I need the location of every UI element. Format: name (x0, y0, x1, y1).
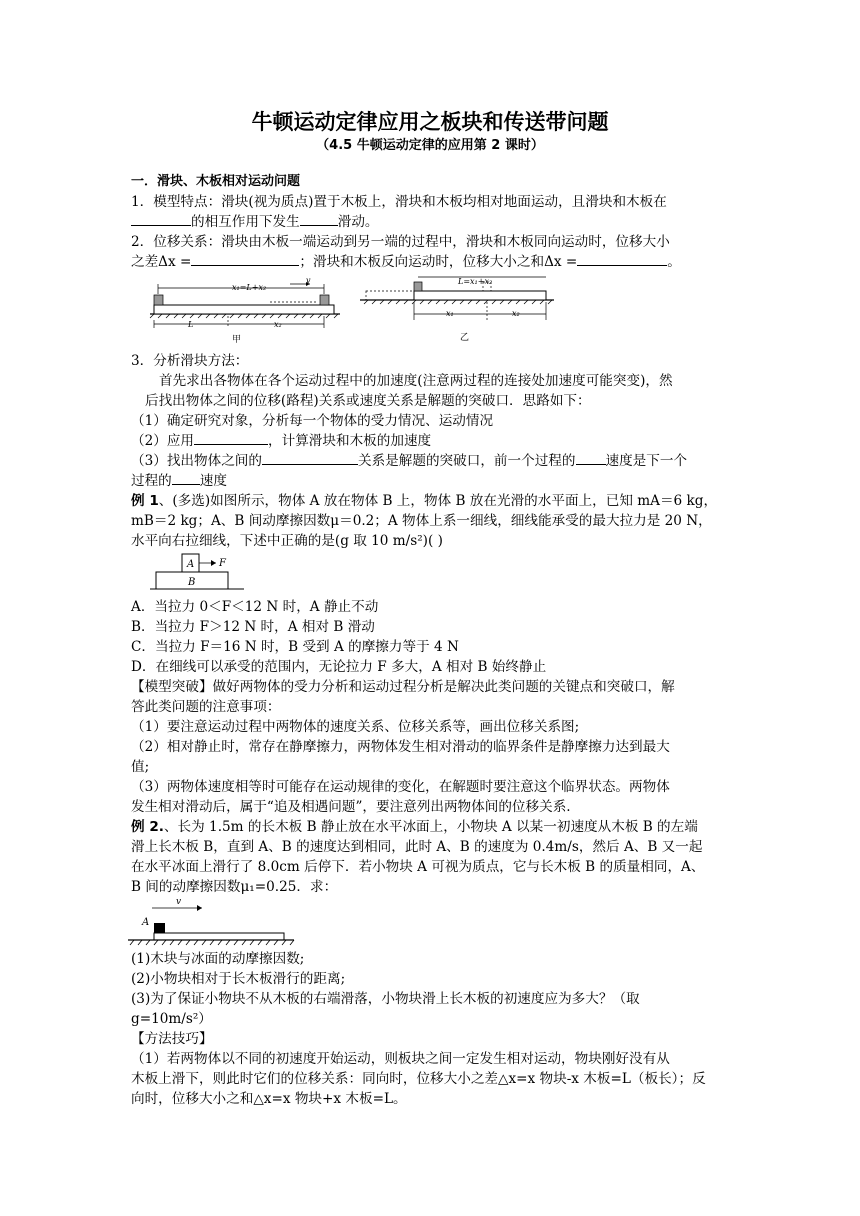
block-label-A: A (142, 917, 150, 928)
text-span: ，计算滑块和木板的加速度 (268, 433, 432, 449)
text-span: 之差Δx = (131, 254, 192, 270)
label-v-jia: v (306, 276, 311, 285)
paragraph-displacement-1: 2．位移关系：滑块由木板一端运动到另一端的过程中，滑块和木板同向运动时，位移大小 (131, 234, 670, 250)
label-x2-yi: x₂ (512, 309, 520, 318)
fill-blank (300, 212, 338, 226)
model-break-note-1: （1）要注意运动过程中两物体的速度关系、位移关系等，画出位移关系图; (131, 719, 580, 735)
section-heading-1: 一．滑块、木板相对运动问题 (131, 174, 301, 189)
text-span: 速度 (199, 473, 227, 489)
section3-step-3-cont (131, 471, 731, 491)
small-block (154, 923, 165, 933)
example-label: 例 1 (131, 493, 159, 509)
figure-yi (360, 277, 554, 343)
example2-line-4: B 间的动摩擦因数μ₁=0.25．求： (131, 879, 338, 895)
example2-question-2: (2)小物块相对于长木板滑行的距离; (131, 971, 346, 987)
block-label-A: A (187, 559, 195, 570)
example2-line-3: 在水平冰面上滑行了 8.0cm 后停下．若小物块 A 可视为质点，它与长木板 B 的质量相同，A、 (131, 859, 705, 875)
fill-blank (194, 431, 268, 445)
paragraph-model-feature-1: 1．模型特点：滑块(视为质点)置于木板上，滑块和木板均相对地面运动，且滑块和木板在 (131, 194, 667, 210)
label-x1-eq: x₁=L+x₂ (232, 283, 267, 292)
block-label-B: B (188, 577, 196, 588)
label-L-eq: L=x₁+x₂ (458, 277, 493, 286)
figure-example2-board (128, 896, 298, 946)
velocity-label: v (176, 897, 182, 907)
figure-example1-blocks (150, 550, 260, 594)
label-x2-jia: x₂ (274, 320, 282, 329)
example1-line-1 (131, 491, 731, 511)
tips-line-2: 木板上滑下，则此时它们的位移关系：同向时，位移大小之差△x=x 物块-x 木板=L（板长）；反 (131, 1071, 706, 1087)
fill-blank (172, 471, 200, 485)
figure-board-block-diagrams (140, 276, 560, 346)
model-break-line-1: 【模型突破】做好两物体的受力分析和运动过程分析是解决此类问题的关键点和突破口，解 (131, 679, 675, 695)
fill-blank (576, 451, 606, 465)
model-break-note-2-cont: 值; (131, 759, 150, 775)
example2-question-1: (1)木块与冰面的动摩擦因数; (131, 951, 305, 967)
tips-line-3: 向时，位移大小之和△x=x 物块+x 木板=L。 (131, 1091, 407, 1107)
text-span: 滑动。 (337, 214, 379, 230)
text-span: 的相互作用下发生 (191, 214, 300, 230)
figure-label-yi: 乙 (460, 333, 470, 343)
fill-blank (262, 451, 358, 465)
section3-paragraph-1: 首先求出各物体在各个运动过程中的加速度(注意两过程的连接处加速度可能突变)，然 (159, 373, 673, 389)
example-label: 例 2. (131, 819, 164, 835)
fill-blank (577, 252, 667, 266)
long-board (154, 933, 284, 940)
label-L-jia: L (188, 320, 194, 329)
example1-option-a: A．当拉力 0＜F＜12 N 时，A 静止不动 (131, 599, 379, 615)
example2-question-3-cont: g=10m/s²） (131, 1011, 212, 1027)
text-span: 速度是下一个 (605, 453, 688, 469)
text-span: 、(多选)如图所示，物体 A 放在物体 B 上，物体 B 放在光滑的水平面上，已知 mA＝6 kg， (158, 493, 718, 509)
model-break-note-3: （3）两物体速度相等时可能存在运动规律的变化，在解题时要注意这个临界状态。两物体 (131, 779, 670, 795)
example1-line-3: 水平向右拉细线，下述中正确的是(g 取 10 m/s²)( ) (131, 533, 443, 549)
text-span: 过程的 (131, 473, 172, 489)
example1-option-d: D．在细线可以承受的范围内，无论拉力 F 多大，A 相对 B 始终静止 (131, 659, 547, 675)
fill-blank (131, 212, 191, 226)
label-x1-yi: x₁ (446, 309, 454, 318)
section3-step-2 (131, 431, 731, 451)
paragraph-model-feature-2 (131, 212, 731, 232)
section3-step-3 (131, 451, 731, 471)
example2-question-3: (3)为了保证小物块不从木板的右端滑落，小物块滑上长木板的初速度应为多大？（取 (131, 991, 640, 1007)
tips-line-1: （1）若两物体以不同的初速度开始运动，则板块之间一定发生相对运动，物块刚好没有从 (131, 1051, 670, 1067)
example1-line-2: mB＝2 kg；A、B 间动摩擦因数μ＝0.2；A 物体上系一细线，细线能承受的最大拉力是 20 N， (131, 513, 712, 529)
section3-step-1: （1）确定研究对象，分析每一个物体的受力情况、运动情况 (131, 413, 494, 429)
example2-line-2: 滑上长木板 B，直到 A、B 的速度达到相同，此时 A、B 的速度为 0.4m/s，然后 A、B 又一起 (131, 839, 703, 855)
paragraph-displacement-2 (131, 252, 731, 272)
force-label-F: F (219, 558, 226, 569)
text-span: （2）应用 (131, 433, 195, 449)
tips-heading: 【方法技巧】 (131, 1031, 213, 1047)
model-break-note-3-cont: 发生相对滑动后，属于“追及相遇问题”，要注意列出两物体间的位移关系. (131, 799, 571, 815)
example2-line-1 (131, 817, 731, 837)
model-break-line-2: 答此类问题的注意事项： (131, 699, 281, 715)
fill-blank (191, 252, 299, 266)
figure-jia (150, 276, 340, 345)
text-span: 、长为 1.5m 的长木板 B 静止放在水平冰面上，小物块 A 以某一初速度从木板 B 的左端 (163, 819, 698, 835)
section3-heading: 3．分析滑块方法： (131, 353, 249, 369)
example1-option-b: B．当拉力 F＞12 N 时，A 相对 B 滑动 (131, 619, 375, 635)
text-span: ；滑块和木板反向运动时，位移大小之和Δx = (299, 254, 578, 270)
text-span: （3）找出物体之间的 (131, 453, 262, 469)
model-break-note-2: （2）相对静止时，常存在静摩擦力，两物体发生相对滑动的临界条件是静摩擦力达到最大 (131, 739, 670, 755)
text-span: 。 (667, 254, 681, 270)
example1-option-c: C．当拉力 F＝16 N 时，B 受到 A 的摩擦力等于 4 N (131, 639, 459, 655)
figure-label-jia: 甲 (232, 335, 242, 345)
page-subtitle: （4.5 牛顿运动定律的应用第 2 课时） (316, 138, 544, 153)
page-title: 牛顿运动定律应用之板块和传送带问题 (251, 110, 609, 134)
section3-paragraph-2: 后找出物体之间的位移(路程)关系或速度关系是解题的突破口．思路如下： (145, 393, 591, 409)
text-span: 关系是解题的突破口，前一个过程的 (358, 453, 576, 469)
